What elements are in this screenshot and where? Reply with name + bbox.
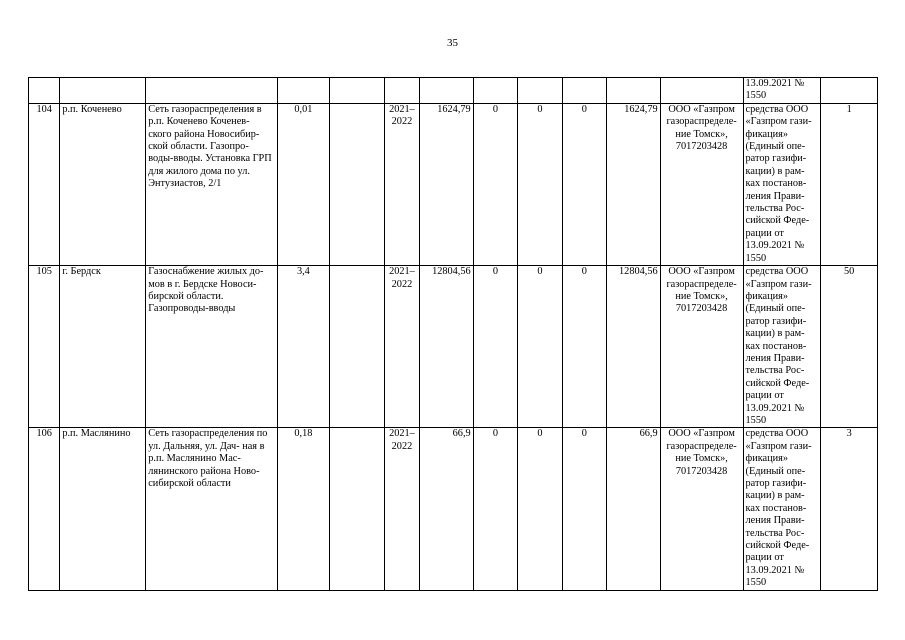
cell-empty xyxy=(821,78,878,104)
cell-extra xyxy=(330,428,385,591)
cell-count: 3 xyxy=(821,428,878,591)
cell-value-2: 0 xyxy=(518,103,562,265)
cell-empty xyxy=(330,78,385,104)
gasification-table xyxy=(28,77,878,591)
cell-value-1: 0 xyxy=(473,428,517,591)
cell-object-name: Газоснабжение жилых до- мов в г. Бердске Новоси- бирской области. Газопроводы-вводы xyxy=(146,266,277,428)
cell-empty xyxy=(384,78,419,104)
cell-empty xyxy=(562,78,606,104)
cell-organization: ООО «Газпром газораспределе- ние Томск», 7017203428 xyxy=(660,428,743,591)
cell-number: 104 xyxy=(29,103,60,265)
cell-object-name: Сеть газораспределения в р.п. Коченево Коченев- ского района Новосибир- ской области. Газопро- воды-вводы. Установка ГРП для жилого дома по ул. Энтузиастов, 2/1 xyxy=(146,103,277,265)
cell-value-3: 0 xyxy=(562,428,606,591)
table-row-continuation xyxy=(29,78,878,104)
cell-value-2: 0 xyxy=(518,266,562,428)
cell-funding: средства ООО «Газпром гази- фикация» (Единый опе- ратор газифи- кации) в рам- ках постанов- ления Прави- тельства Рос- сийской Феде- рации от 13.09.2021 № 1550 xyxy=(743,266,821,428)
cell-empty xyxy=(146,78,277,104)
cell-extra xyxy=(330,266,385,428)
cell-empty xyxy=(60,78,146,104)
cell-extra xyxy=(330,103,385,265)
cell-empty xyxy=(607,78,661,104)
cell-capacity: 0,01 xyxy=(277,103,330,265)
page-number: 35 xyxy=(447,37,458,49)
cell-empty xyxy=(29,78,60,104)
cell-number: 105 xyxy=(29,266,60,428)
cell-period: 2021– 2022 xyxy=(384,266,419,428)
cell-locality: г. Бердск xyxy=(60,266,146,428)
cell-locality: р.п. Коченево xyxy=(60,103,146,265)
cell-empty xyxy=(473,78,517,104)
cell-total: 12804,56 xyxy=(420,266,474,428)
cell-value-2: 0 xyxy=(518,428,562,591)
cell-value-4: 66,9 xyxy=(607,428,661,591)
cell-funding-tail: 13.09.2021 № 1550 xyxy=(743,78,821,104)
cell-value-1: 0 xyxy=(473,266,517,428)
cell-empty xyxy=(660,78,743,104)
cell-empty xyxy=(277,78,330,104)
cell-funding: средства ООО «Газпром гази- фикация» (Единый опе- ратор газифи- кации) в рам- ках постанов- ления Прави- тельства Рос- сийской Феде- рации от 13.09.2021 № 1550 xyxy=(743,428,821,591)
table-row xyxy=(29,266,878,428)
cell-locality: р.п. Маслянино xyxy=(60,428,146,591)
cell-empty xyxy=(420,78,474,104)
cell-total: 1624,79 xyxy=(420,103,474,265)
cell-value-4: 12804,56 xyxy=(607,266,661,428)
cell-count: 50 xyxy=(821,266,878,428)
cell-value-4: 1624,79 xyxy=(607,103,661,265)
table-row xyxy=(29,428,878,591)
cell-period: 2021– 2022 xyxy=(384,103,419,265)
cell-total: 66,9 xyxy=(420,428,474,591)
cell-organization: ООО «Газпром газораспределе- ние Томск», 7017203428 xyxy=(660,266,743,428)
cell-value-1: 0 xyxy=(473,103,517,265)
cell-value-3: 0 xyxy=(562,103,606,265)
table-row xyxy=(29,103,878,265)
cell-period: 2021– 2022 xyxy=(384,428,419,591)
cell-organization: ООО «Газпром газораспределе- ние Томск», 7017203428 xyxy=(660,103,743,265)
cell-count: 1 xyxy=(821,103,878,265)
cell-value-3: 0 xyxy=(562,266,606,428)
cell-funding: средства ООО «Газпром гази- фикация» (Единый опе- ратор газифи- кации) в рам- ках постанов- ления Прави- тельства Рос- сийской Феде- рации от 13.09.2021 № 1550 xyxy=(743,103,821,265)
cell-number: 106 xyxy=(29,428,60,591)
cell-capacity: 3,4 xyxy=(277,266,330,428)
cell-capacity: 0,18 xyxy=(277,428,330,591)
cell-empty xyxy=(518,78,562,104)
cell-object-name: Сеть газораспределения по ул. Дальняя, ул. Дач- ная в р.п. Маслянино Мас- лянинского района Ново- сибирской области xyxy=(146,428,277,591)
